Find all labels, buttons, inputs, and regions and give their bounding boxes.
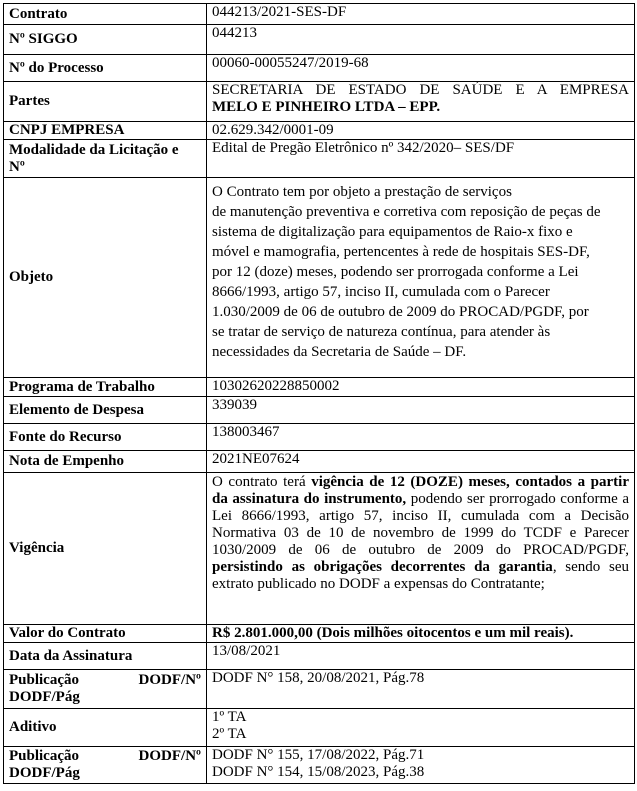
label-elemento: Elemento de Despesa [4, 397, 207, 424]
objeto-line: por 12 (doze) meses, podendo ser prorrogada conforme a Lei [212, 264, 579, 280]
row-publicacao-1 [4, 670, 635, 709]
value-programa: 10302620228850002 [207, 378, 635, 397]
publicacao-1-label-a: Publicação [9, 672, 79, 688]
label-empenho: Nota de Empenho [4, 451, 207, 473]
label-publicacao-1 [4, 670, 207, 709]
row-publicacao-2 [4, 747, 635, 784]
publicacao-1-label-b: DODF/Nº [138, 672, 201, 688]
row-assinatura [4, 643, 635, 670]
label-publicacao-2 [4, 747, 207, 784]
label-assinatura: Data da Assinatura [4, 643, 207, 670]
row-objeto [4, 178, 635, 378]
row-fonte [4, 424, 635, 451]
objeto-line: de manutenção preventiva e corretiva com reposição de peças de [212, 204, 601, 220]
label-cnpj: CNPJ EMPRESA [4, 122, 207, 140]
modalidade-label-line2: Nº [9, 158, 25, 175]
value-publicacao-2 [207, 747, 635, 784]
label-fonte: Fonte do Recurso [4, 424, 207, 451]
publicacao-2-item: DODF N° 154, 15/08/2023, Pág.38 [212, 764, 425, 780]
row-empenho [4, 451, 635, 473]
value-contrato: 044213/2021-SES-DF [207, 4, 635, 25]
label-vigencia: Vigência [4, 473, 207, 625]
label-contrato: Contrato [4, 4, 207, 25]
value-aditivo [207, 709, 635, 747]
value-objeto [207, 178, 635, 378]
value-empenho: 2021NE07624 [207, 451, 635, 473]
publicacao-2-item: DODF N° 155, 17/08/2022, Pág.71 [212, 747, 425, 763]
publicacao-2-label-a: Publicação [9, 748, 79, 764]
objeto-line: O Contrato tem por objeto a prestação de serviços [212, 184, 512, 200]
publicacao-2-label-c: DODF/Pág [9, 765, 80, 781]
objeto-line: 8666/1993, artigo 57, inciso II, cumulada com o Parecer [212, 284, 550, 300]
value-processo: 00060-00055247/2019-68 [207, 55, 635, 82]
row-partes [4, 82, 635, 122]
row-vigencia [4, 473, 635, 625]
value-elemento: 339039 [207, 397, 635, 424]
label-programa: Programa de Trabalho [4, 378, 207, 397]
vigencia-text-1: O contrato terá [212, 474, 312, 490]
label-objeto: Objeto [4, 178, 207, 378]
value-vigencia [207, 473, 635, 625]
objeto-line: necessidades da Secretaria de Saúde – DF. [212, 344, 467, 360]
contract-summary-table [3, 3, 635, 784]
vigencia-text-2: podendo ser prorrogado conforme a Lei 8666/1993, artigo 57, inciso II, cumulada com a Decisão Normativa 03 de 10 de novembro de 1999 do TCDF e Parecer 1030/2009 de 06 de outubro de 2009 do PROCAD/PGDF, [212, 491, 629, 558]
aditivo-item: 1º TA [212, 709, 247, 725]
value-publicacao-1: DODF N° 158, 20/08/2021, Pág.78 [207, 670, 635, 709]
row-processo [4, 55, 635, 82]
vigencia-bold-1: vigência de 12 (DOZE) meses, contados a partir da assinatura do instrumento, [212, 474, 629, 507]
aditivo-item: 2º TA [212, 726, 247, 742]
label-aditivo: Aditivo [4, 709, 207, 747]
partes-plain-text: SECRETARIA DE ESTADO DE SAÚDE E A EMPRESA [212, 82, 629, 98]
value-assinatura: 13/08/2021 [207, 643, 635, 670]
label-processo: Nº do Processo [4, 55, 207, 82]
row-siggo [4, 25, 635, 55]
label-siggo: Nº SIGGO [4, 25, 207, 55]
row-programa [4, 378, 635, 397]
value-partes [207, 82, 635, 122]
vigencia-text-3: , sendo seu extrato publicado no DODF a expensas do Contratante; [212, 559, 629, 592]
label-valor: Valor do Contrato [4, 625, 207, 643]
value-valor: R$ 2.801.000,00 (Dois milhões oitocentos e um mil reais). [207, 625, 635, 643]
objeto-line: 1.030/2009 de 06 de outubro de 2009 do PROCAD/PGDF, por [212, 304, 589, 320]
row-cnpj [4, 122, 635, 140]
objeto-line: sistema de digitalização para equipamentos de Raio-x fixo e [212, 224, 573, 240]
row-modalidade [4, 140, 635, 178]
label-modalidade [4, 140, 207, 178]
publicacao-1-label-c: DODF/Pág [9, 689, 80, 705]
value-fonte: 138003467 [207, 424, 635, 451]
row-contrato [4, 4, 635, 25]
modalidade-label-line1: Modalidade da Licitação e [9, 141, 179, 158]
value-siggo: 044213 [207, 25, 635, 55]
value-modalidade: Edital de Pregão Eletrônico nº 342/2020– SES/DF [207, 140, 635, 178]
row-valor [4, 625, 635, 643]
partes-company-name: MELO E PINHEIRO LTDA – EPP. [212, 99, 441, 115]
row-aditivo [4, 709, 635, 747]
publicacao-2-label-b: DODF/Nº [138, 748, 201, 764]
value-cnpj: 02.629.342/0001-09 [207, 122, 635, 140]
label-partes: Partes [4, 82, 207, 122]
objeto-line: móvel e mamografia, pertencentes à rede de hospitais SES-DF, [212, 244, 590, 260]
objeto-line: se tratar de serviço de natureza contínua, para atender às [212, 324, 551, 340]
vigencia-bold-2: persistindo as obrigações decorrentes da garantia [212, 559, 553, 575]
row-elemento [4, 397, 635, 424]
